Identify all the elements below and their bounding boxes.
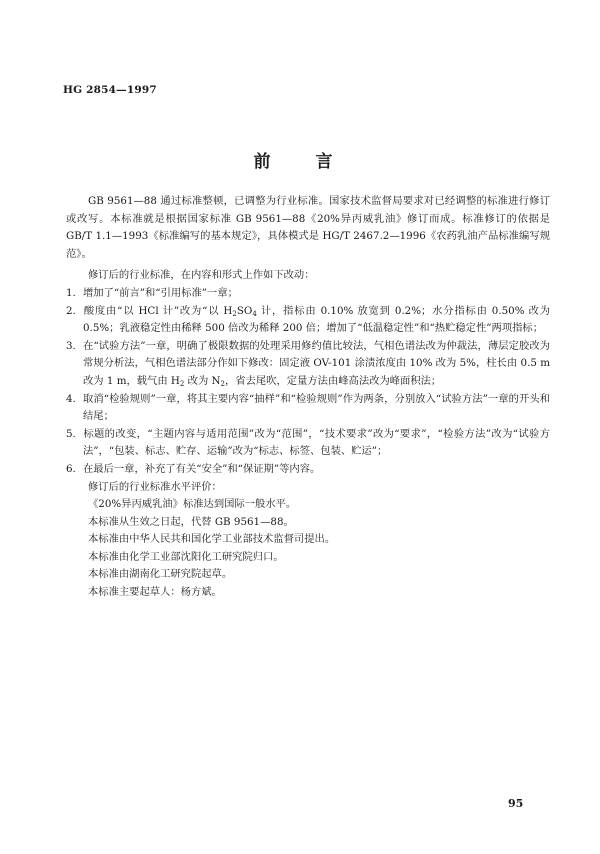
paragraph-intro: GB 9561—88 通过标准整顿，已调整为行业标准。国家技术监督局要求对已经调整的标准进行修订或改写。本标准就是根据国家标准 GB 9561—88《20%异丙威乳油》修订而成。标准修订的依据是 GB/T 1.1—1993《标准编写的基本规定》，具体模式是 HG/T 2467.2—1996《农药乳油产品标准编写规范》。 (66, 195, 550, 260)
drafter-statement: 本标准由湖南化工研究院起草。 (88, 568, 233, 581)
subscript: 4 (252, 309, 257, 318)
item-text: 改为 N (184, 374, 221, 387)
list-item-6 (66, 461, 550, 479)
item-text: 取消“检验规则”一章，将其主要内容“抽样”和“检验规则”作为两条，分别放入“试验方法”一章的开头和结尾； (83, 392, 550, 423)
list-item-2 (66, 303, 550, 338)
item-text: 酸度由“以 HCl 计”改为“以 H (83, 304, 233, 317)
item-text: 计，指标由 0.10% 放宽到 0.2%；水分指标由 0.50% 改为 0.5%；乳液稳定性由稀释 500 倍改为稀释 200 倍；增加了“低温稳定性”和“热贮稳定性”两项指标； (83, 304, 551, 335)
list-item-3 (66, 338, 550, 391)
level-evaluation-heading: 修订后的行业标准水平评价： (88, 480, 222, 493)
body-text (66, 193, 550, 602)
item-number: 3. (66, 339, 76, 352)
page-number: 95 (508, 797, 524, 810)
item-text: 增加了“前言”和“引用标准”一章； (83, 286, 238, 299)
level-evaluation-statement: 《20%异丙威乳油》标准达到国际一般水平。 (88, 498, 297, 511)
item-number: 4. (66, 392, 76, 405)
item-text: ，省去尾吹，定量方法由峰高法改为峰面积法； (225, 374, 442, 387)
standard-code: HG 2854—1997 (63, 84, 157, 96)
item-number: 1. (66, 286, 76, 299)
item-number: 5. (66, 427, 76, 440)
page-title: 前 言 (253, 152, 347, 172)
item-text: 标题的改变，“主题内容与适用范围”改为“范围”，“技术要求”改为“要求”，“检验方法”改为“试验方法”，“包装、标志、贮存、运输”改为“标志、标签、包装、贮运”； (83, 427, 550, 458)
subscript: 2 (179, 379, 185, 388)
item-text: SO (236, 304, 253, 317)
item-number: 2. (66, 304, 76, 317)
subscript: 2 (232, 309, 237, 318)
item-text: 在“试验方法”一章，明确了极限数据的处理采用修约值比较法，气相色谱法改为仲裁法，薄层定胶改为常规分析法，气相色谱法部分作如下修改：固定液 OV-101 涂渍浓度由 10% 改为 5%，柱长由 0.5 m 改为 1 m，载气由 H (83, 339, 550, 387)
proposer-statement: 本标准由中华人民共和国化学工业部技术监督司提出。 (88, 533, 336, 546)
item-number: 6. (66, 462, 76, 475)
list-item-1 (66, 285, 550, 303)
replacement-statement: 本标准从生效之日起，代替 GB 9561—88。 (88, 515, 294, 528)
changes-intro: 修订后的行业标准，在内容和形式上作如下改动： (88, 269, 315, 282)
administrator-statement: 本标准由化学工业部沈阳化工研究院归口。 (88, 550, 284, 563)
subscript: 2 (220, 379, 225, 388)
item-text: 在最后一章，补充了有关“安全”和“保证期”等内容。 (83, 462, 321, 475)
list-item-4 (66, 391, 550, 426)
list-item-5 (66, 426, 550, 461)
main-drafter-statement: 本标准主要起草人：杨方斌。 (88, 586, 222, 599)
